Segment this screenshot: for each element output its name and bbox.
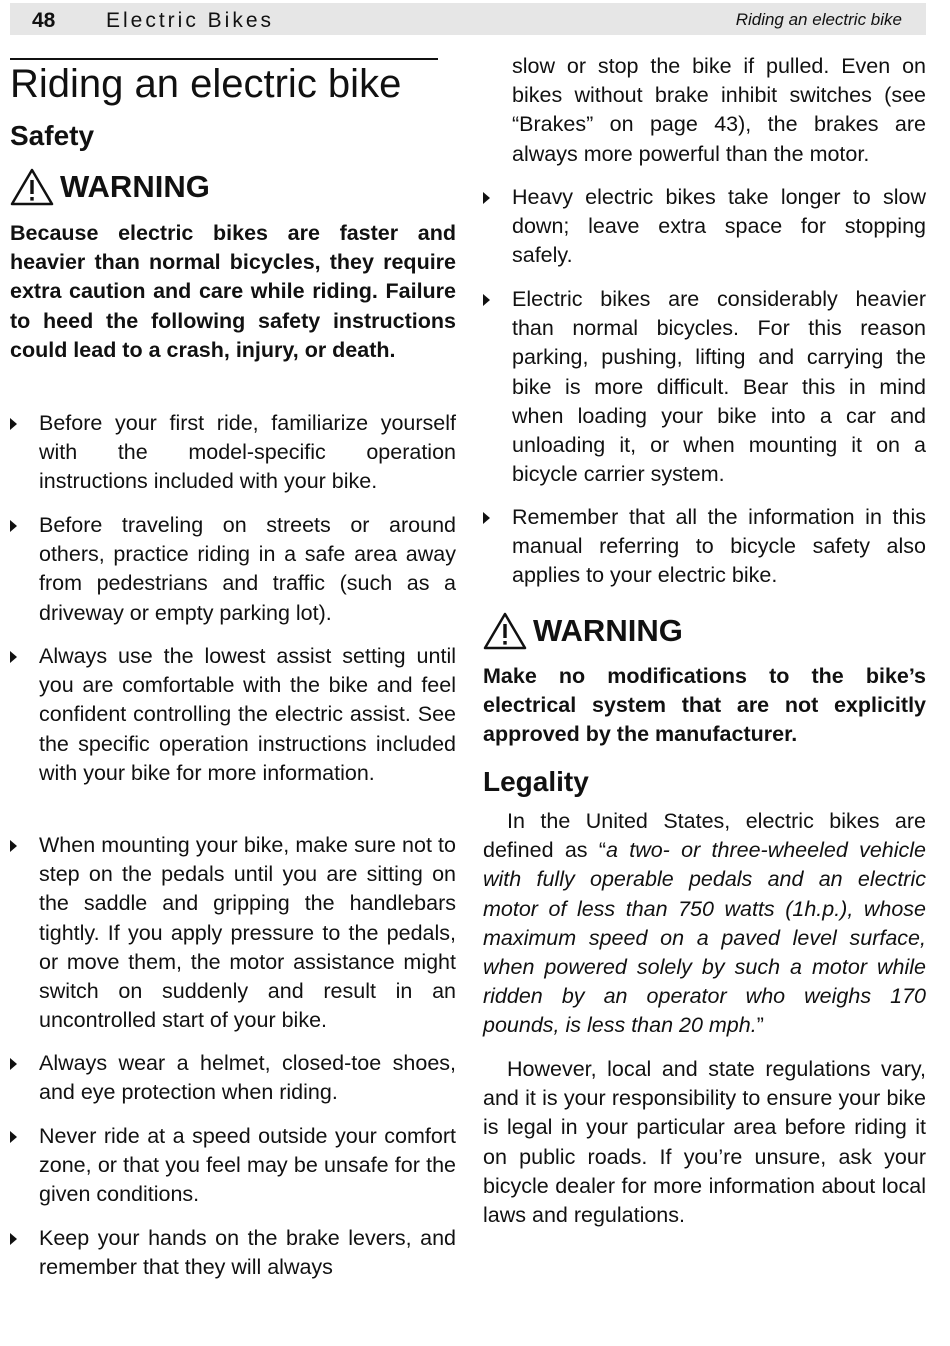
bullet-arrow-icon — [10, 840, 17, 852]
bullet-arrow-icon — [10, 1233, 17, 1245]
warning-label: WARNING — [60, 169, 210, 204]
continued-text: slow or stop the bike if pulled. Even on bikes without brake inhibit switches (see “Brakes” on page 43), the brakes are always more powerful than the motor. — [512, 54, 926, 166]
bullet-text: Before your first ride, familiarize yourself with the model-specific operation instructions included with your bike. — [39, 411, 456, 494]
legality-quote-close: ” — [756, 1013, 764, 1038]
bullet-text: Remember that all the information in this manual referring to bicycle safety also applies to your electric bike. — [512, 505, 926, 588]
safety-bullet — [10, 511, 456, 628]
legality-quote: a two- or three-wheeled vehicle with fully operable pedals and an electric motor of less than 750 watts (1h.p.), whose maximum speed on a paved level surface, when powered solely by such a motor while ridden by an operator who weighs 170 pounds, is less than 20 mph. — [483, 838, 926, 1038]
book-title: Electric Bikes — [106, 9, 275, 32]
warning-heading — [10, 168, 210, 206]
safety-bullet — [483, 285, 926, 489]
safety-bullet — [10, 409, 456, 497]
bullet-arrow-icon — [483, 512, 490, 524]
bullet-arrow-icon — [483, 192, 490, 204]
bullet-arrow-icon — [10, 1058, 17, 1070]
bullet-text: Keep your hands on the brake levers, and remember that they will always — [39, 1226, 456, 1280]
running-section-title: Riding an electric bike — [735, 10, 902, 29]
bullet-text: When mounting your bike, make sure not to step on the pedals until you are sitting on the saddle and gripping the handlebars tightly. If you apply pressure to the pedals, or move them, the motor assistance might switch on suddenly and result in an uncontrolled start of your bike. — [39, 833, 456, 1033]
warning-label: WARNING — [533, 613, 683, 648]
bullet-arrow-icon — [10, 418, 17, 430]
bullet-text: Heavy electric bikes take longer to slow down; leave extra space for stopping safely. — [512, 185, 926, 268]
warning-triangle-icon — [483, 612, 527, 650]
bullet-text: Never ride at a speed outside your comfort zone, or that you feel may be unsafe for the given conditions. — [39, 1124, 456, 1207]
legality-intro: In the United States, electric bikes are defined as “ — [483, 809, 926, 863]
warning-text: Make no modifications to the bike’s electrical system that are not explicitly approved by the manufacturer. — [483, 664, 926, 747]
bullet-text: Always wear a helmet, closed-toe shoes, and eye protection when riding. — [39, 1051, 456, 1105]
page-header — [10, 3, 926, 35]
bullet-arrow-icon — [483, 294, 490, 306]
warning-heading — [483, 612, 683, 650]
safety-bullet — [483, 183, 926, 271]
bullet-arrow-icon — [10, 520, 17, 532]
legality-regulations: However, local and state regulations vary, and it is your responsibility to ensure your bike is legal in your particular area before riding it on public roads. If you’re unsure, ask your bicycle dealer for more information about local laws and regulations. — [483, 1057, 926, 1228]
bullet-text: Electric bikes are considerably heavier than normal bicycles. For this reason parking, pushing, lifting and carrying the bike is more difficult. Bear this in mind when loading your bike into a car and unloading it, or when mounting it on a bicycle carrier system. — [512, 287, 926, 487]
safety-bullet — [483, 503, 926, 591]
bullet-arrow-icon — [10, 651, 17, 663]
legality-heading: Legality — [483, 766, 589, 797]
title-rule — [10, 58, 438, 60]
bullet-text: Before traveling on streets or around others, practice riding in a safe area away from pedestrians and traffic (such as a driveway or empty parking lot). — [39, 513, 456, 625]
page-title: Riding an electric bike — [10, 62, 402, 106]
safety-bullet — [10, 1224, 456, 1282]
legality-definition — [483, 807, 926, 1041]
page-number: 48 — [32, 9, 56, 32]
bullet-arrow-icon — [10, 1131, 17, 1143]
warning-triangle-icon — [10, 168, 54, 206]
warning-text: Because electric bikes are faster and heavier than normal bicycles, they require extra caution and care while riding. Failure to heed the following safety instructions could lead to a crash, injury, or death. — [10, 221, 456, 362]
safety-heading: Safety — [10, 120, 95, 151]
safety-bullet — [10, 642, 456, 788]
safety-bullet — [10, 831, 456, 1035]
safety-bullet — [10, 1122, 456, 1210]
bullet-text: Always use the lowest assist setting until you are comfortable with the bike and feel confident controlling the electric assist. See the specific operation instructions included with your bike for more information. — [39, 644, 456, 785]
safety-bullet — [10, 1049, 456, 1107]
